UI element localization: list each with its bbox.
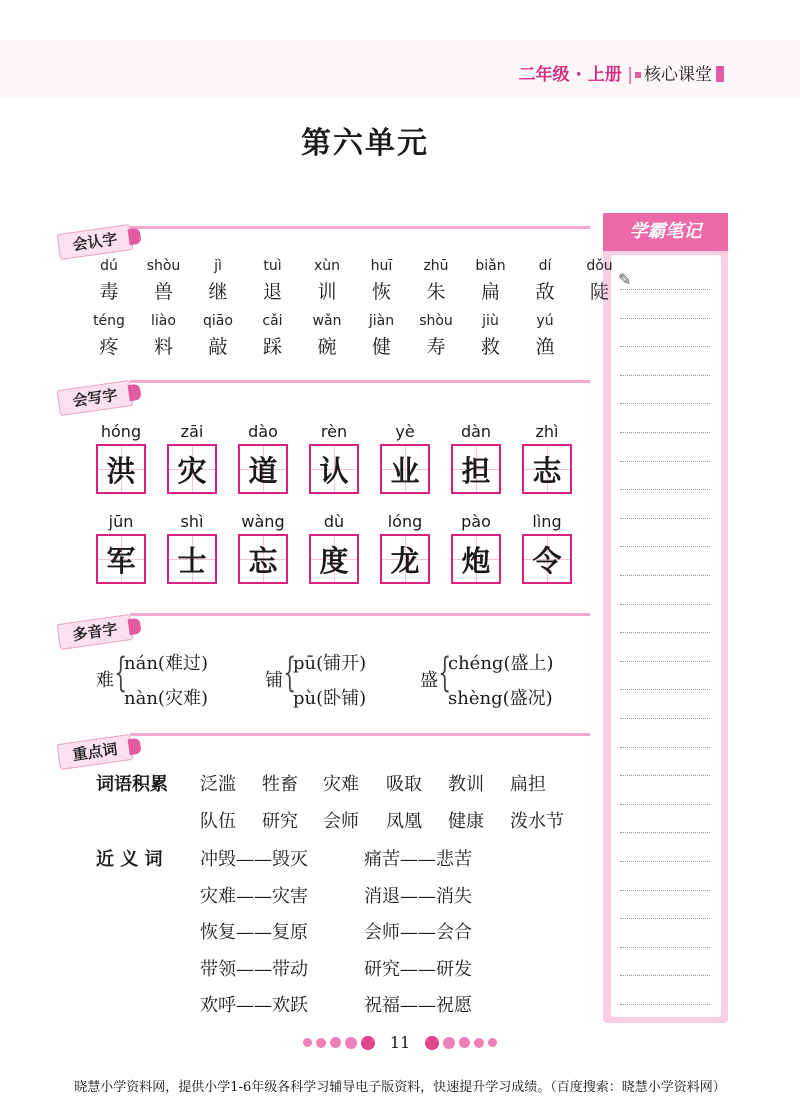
square-icon — [635, 72, 641, 78]
pinyin-label: yè — [395, 422, 415, 441]
polyphone-char: 铺 — [265, 670, 283, 691]
writing-box: 灾 — [167, 444, 217, 494]
pinyin-label: wàng — [241, 512, 285, 531]
vocab-word: 会师 — [323, 811, 359, 832]
pinyin-label: dǒu — [586, 258, 613, 274]
synonym-pair: 恢复——复原 — [200, 922, 308, 943]
character-label: 退 — [262, 281, 282, 303]
note-line — [620, 432, 710, 433]
pinyin-label: wǎn — [312, 313, 342, 329]
note-line — [620, 575, 710, 576]
writing-box: 令 — [522, 534, 572, 584]
writing-box: 担 — [451, 444, 501, 494]
synonym-pair: 研究——研发 — [364, 958, 472, 980]
pinyin-label: lìng — [532, 512, 562, 531]
vocab-word: 队伍 — [200, 811, 236, 832]
notes-title: 学霸笔记 — [603, 213, 728, 251]
footer-text: 晓慧小学资料网，提供小学1-6年级各科学习辅导电子版资料，快速提升学习成绩。（百度搜索：晓慧小学资料网） — [74, 1080, 726, 1095]
character-label: 敌 — [535, 281, 555, 303]
page-number-bar — [0, 1032, 800, 1052]
note-line — [620, 518, 710, 519]
pinyin-label: dú — [100, 258, 118, 274]
vocab-word: 研究 — [262, 811, 298, 832]
note-line — [620, 318, 710, 319]
character-label: 继 — [208, 281, 228, 303]
synonym-pair: 带领——带动 — [200, 958, 308, 980]
character-label: 朱 — [426, 281, 446, 303]
note-line — [620, 546, 710, 547]
pinyin-label: tuì — [263, 258, 282, 274]
note-line — [620, 947, 710, 948]
note-line — [620, 403, 710, 404]
pinyin-label: xùn — [313, 258, 341, 274]
synonym-pair: 会师——会合 — [364, 922, 472, 943]
vocab-word: 泛滥 — [200, 774, 236, 795]
polyphone-reading: chéng(盛上) — [448, 653, 554, 674]
synonym-pair: 祝福——祝愿 — [364, 995, 472, 1016]
pinyin-label: biǎn — [475, 258, 506, 274]
pinyin-label: cǎi — [262, 313, 283, 329]
note-line — [620, 289, 710, 290]
character-label: 渔 — [535, 336, 555, 358]
brace-icon: { — [283, 650, 297, 696]
character-label: 料 — [153, 336, 173, 358]
synonyms-label: 近 义 词 — [96, 849, 163, 870]
note-line — [620, 1004, 710, 1005]
character-label: 疼 — [99, 336, 119, 358]
pinyin-label: rèn — [320, 422, 348, 441]
note-line — [620, 918, 710, 919]
pinyin-label: jiù — [482, 313, 499, 329]
course-label: 核心课堂 — [644, 65, 712, 85]
pinyin-label: jūn — [108, 512, 134, 531]
pencil-icon: ✎ — [618, 270, 632, 289]
pinyin-label: shì — [180, 512, 204, 531]
note-line — [620, 832, 710, 833]
synonym-pair: 灾难——灾害 — [200, 885, 308, 907]
section-divider — [130, 226, 590, 229]
note-line — [620, 747, 710, 748]
synonym-pair: 冲毁——毁灭 — [200, 849, 308, 870]
synonym-pair: 欢呼——欢跃 — [200, 995, 308, 1016]
notes-paper — [611, 255, 721, 1017]
polyphone-char: 难 — [96, 670, 114, 691]
pinyin-label: yú — [536, 313, 554, 329]
note-line — [620, 489, 710, 490]
note-line — [620, 890, 710, 891]
note-line — [620, 689, 710, 690]
section-tag-polyphone: 多音字 — [57, 614, 134, 650]
character-label: 寿 — [426, 336, 446, 358]
pinyin-label: shòu — [146, 258, 181, 274]
character-label: 救 — [480, 336, 500, 358]
character-label: 敲 — [208, 336, 228, 358]
polyphone-reading: shèng(盛况) — [448, 688, 553, 709]
writing-box: 道 — [238, 444, 288, 494]
writing-box: 炮 — [451, 534, 501, 584]
page-header — [519, 60, 724, 85]
writing-box: 忘 — [238, 534, 288, 584]
pinyin-label: dí — [538, 258, 552, 274]
character-label: 碗 — [317, 336, 337, 358]
character-label: 兽 — [153, 281, 173, 303]
section-divider — [130, 733, 590, 736]
note-line — [620, 632, 710, 633]
polyphone-reading: nán(难过) — [124, 653, 208, 674]
note-line — [620, 604, 710, 605]
header-separator: | — [627, 65, 633, 85]
note-line — [620, 775, 710, 776]
vocab-word: 教训 — [448, 774, 484, 795]
note-line — [620, 375, 710, 376]
polyphone-reading: pù(卧铺) — [293, 688, 367, 709]
note-line — [620, 861, 710, 862]
page-number: 11 — [389, 1033, 411, 1052]
bar-icon — [716, 66, 724, 82]
pinyin-label: jiàn — [368, 313, 395, 329]
writing-box: 度 — [309, 534, 359, 584]
pinyin-label: dàn — [460, 422, 492, 441]
vocab-word: 吸取 — [386, 774, 422, 795]
word-accumulation-label: 词语积累 — [96, 774, 168, 795]
section-tag-recognize: 会认字 — [57, 224, 134, 260]
writing-box: 士 — [167, 534, 217, 584]
vocab-word: 凤凰 — [386, 811, 422, 832]
character-label: 训 — [317, 281, 337, 303]
vocab-word: 泼水节 — [510, 811, 564, 832]
note-line — [620, 661, 710, 662]
polyphone-reading: nàn(灾难) — [124, 688, 208, 709]
note-line — [620, 975, 710, 976]
brace-icon: { — [438, 650, 452, 696]
section-divider — [130, 380, 590, 383]
vocab-word: 扁担 — [510, 774, 546, 795]
writing-box: 业 — [380, 444, 430, 494]
pinyin-label: zāi — [180, 422, 204, 441]
writing-box: 洪 — [96, 444, 146, 494]
character-label: 扁 — [480, 281, 500, 303]
polyphone-char: 盛 — [420, 670, 438, 691]
writing-box: 龙 — [380, 534, 430, 584]
vocab-word: 灾难 — [323, 774, 359, 795]
synonym-pair: 消退——消失 — [364, 885, 472, 907]
vocab-word: 牲畜 — [262, 774, 298, 795]
brace-icon: { — [114, 650, 128, 696]
section-divider — [130, 613, 590, 616]
grade-label: 二年级 · 上册 — [518, 65, 622, 85]
pinyin-label: zhū — [423, 258, 449, 274]
note-line — [620, 461, 710, 462]
note-line — [620, 346, 710, 347]
pinyin-label: téng — [93, 313, 125, 329]
writing-box: 认 — [309, 444, 359, 494]
pinyin-label: hóng — [100, 422, 142, 441]
note-line — [620, 804, 710, 805]
pinyin-label: pào — [461, 512, 491, 531]
pinyin-label: jì — [214, 258, 222, 274]
polyphone-reading: pū(铺开) — [293, 653, 367, 674]
pinyin-label: lóng — [387, 512, 423, 531]
pinyin-label: huī — [370, 258, 393, 274]
pinyin-label: zhì — [535, 422, 559, 441]
writing-box: 军 — [96, 534, 146, 584]
page-title: 第六单元 — [301, 126, 429, 161]
pinyin-label: liào — [151, 313, 176, 329]
synonym-pair: 痛苦——悲苦 — [364, 849, 472, 870]
section-tag-write: 会写字 — [57, 380, 134, 416]
vocab-word: 健康 — [448, 811, 484, 832]
character-label: 毒 — [99, 281, 119, 303]
note-line — [620, 718, 710, 719]
character-label: 健 — [371, 336, 391, 358]
pinyin-label: qiāo — [203, 313, 233, 329]
character-label: 恢 — [371, 281, 391, 303]
character-label: 陡 — [589, 281, 609, 303]
pinyin-label: dù — [323, 512, 345, 531]
character-label: 踩 — [262, 336, 282, 358]
section-tag-keywords: 重点词 — [57, 734, 134, 770]
pinyin-label: shòu — [419, 313, 453, 329]
writing-box: 志 — [522, 444, 572, 494]
pinyin-label: dào — [248, 422, 278, 441]
